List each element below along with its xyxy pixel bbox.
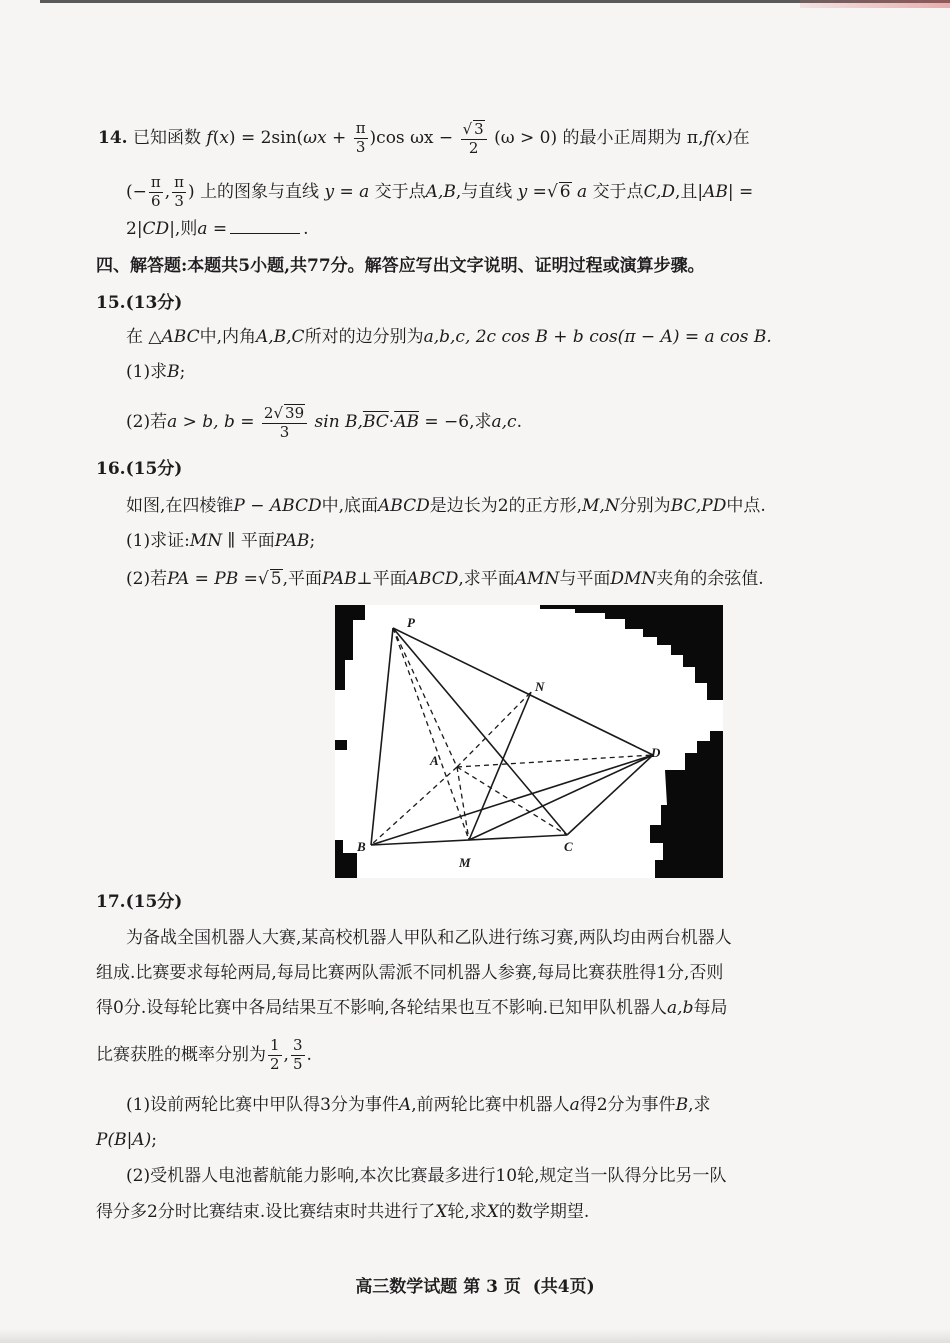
footer-total-pages: (共4页) xyxy=(532,1277,595,1297)
q14-a: a xyxy=(577,181,588,202)
q17-robots-ab: a,b xyxy=(667,998,694,1018)
q17-header: 17.(15分) xyxy=(96,892,183,912)
q16-text-e: 中点. xyxy=(726,496,766,516)
q14-f: f xyxy=(206,127,213,148)
q17-p2-text-a: 得分多2分时比赛结束.设比赛结束时共进行了 xyxy=(96,1202,436,1222)
q14-equals: = xyxy=(212,219,228,239)
q17-p1-end: ; xyxy=(151,1130,157,1150)
q15-p2-ac: a,c xyxy=(491,411,517,432)
q14-interval-open: (− xyxy=(126,181,147,202)
q14-text-3a: 2| xyxy=(126,219,143,239)
q16-p2-ABCD: ABCD xyxy=(406,569,459,589)
q15-equation: , 2c cos B + b cos(π − A) = a cos B. xyxy=(464,327,772,347)
q16-pyramid: P − ABCD xyxy=(233,496,322,516)
q15-frac-2sqrt39-3: $\frac{2√ 39}{3}$ xyxy=(262,404,307,441)
q16-text-a: 如图,在四棱锥 xyxy=(126,496,234,516)
q15-header: 15.(13分) xyxy=(96,293,183,313)
q15-sinB: sin B, xyxy=(314,411,363,432)
q14-frac-pi-6: $\frac{\pi}{6}$ xyxy=(150,173,161,210)
q17-var-X-2: X xyxy=(486,1202,499,1222)
pyramid-figure xyxy=(335,605,723,878)
q17-p1-text-b: ,前两轮比赛中机器人 xyxy=(411,1095,570,1115)
q15-ABC: ABC xyxy=(161,327,200,347)
q17-p2-text-c: 的数学期望. xyxy=(498,1202,590,1222)
q14-line-3 xyxy=(126,221,309,238)
q17-p2-text-b: 轮,求 xyxy=(447,1202,487,1222)
q17-event-B: B xyxy=(675,1095,689,1115)
q14-line-1: 14. 已知函数 f(x) = 2sin(ωx + $\frac{\pi}{3}$ )cos ωx − $\frac{√ 3}{2}$ (ω > 0) 的最小正周期为 π,f(x)在 xyxy=(98,119,750,157)
q16-p2-text: (2)若 xyxy=(126,569,168,589)
q16-p2-b: ,平面 xyxy=(282,569,322,589)
q16-MN: M,N xyxy=(582,496,620,516)
q14-period: . xyxy=(303,219,309,239)
q15-vector-BC: $\overline{BC}$ xyxy=(362,411,389,432)
q17-line-2: 组成.比赛要求每轮两局,每局比赛两队需派不同机器人参赛,每局比赛获胜得1分,否则 xyxy=(96,963,724,983)
q17-frac-3-5: $\frac{3}{5}$ xyxy=(292,1036,303,1073)
q15-text-a: 在 △ xyxy=(126,327,162,347)
section-4-heading: 四、解答题:本题共5小题,共77分。解答应写出文字说明、证明过程或演算步骤。 xyxy=(96,256,705,276)
q15-part-2 xyxy=(126,404,522,441)
q14-line-y: y = xyxy=(517,181,547,202)
label-P: P xyxy=(407,615,415,630)
q15-part-1 xyxy=(126,364,185,381)
q16-ABCD: ABCD xyxy=(378,496,430,516)
q16-BCPD: BC,PD xyxy=(670,496,727,516)
q15-stem xyxy=(126,329,772,346)
q14-points-AB: A,B xyxy=(425,181,456,202)
scan-artifact-left-mid xyxy=(335,740,347,750)
label-M: M xyxy=(459,855,471,870)
q17-robot-a: a xyxy=(569,1095,580,1115)
q17-frac-1-2: $\frac{1}{2}$ xyxy=(270,1036,280,1073)
q15-p1-text: (1)求 xyxy=(126,362,168,382)
q14-text-2b: 交于点 xyxy=(374,181,426,202)
q17-line-4 xyxy=(96,1038,312,1073)
q16-header: 16.(15分) xyxy=(96,459,183,479)
q14-text-2a: 上的图象与直线 xyxy=(200,181,320,202)
q17-line-3 xyxy=(96,1000,727,1017)
q14-x: x xyxy=(219,127,229,148)
q16-p1-PAB: PAB xyxy=(274,531,310,551)
label-C: C xyxy=(564,839,573,854)
q17-p1-text-d: ,求 xyxy=(688,1095,711,1115)
q16-p2-PAB: PAB xyxy=(321,569,357,589)
q15-p2-cond: a > b, b = xyxy=(167,411,255,432)
q16-part-1 xyxy=(126,533,315,550)
q15-p1-end: ; xyxy=(179,362,186,382)
q16-p2-DMN: DMN xyxy=(610,569,657,589)
q14-omega-cond: (ω > 0) xyxy=(494,127,558,148)
q16-text-d: 分别为 xyxy=(619,496,671,516)
q14-number: 14. xyxy=(98,127,128,148)
q14-omega: ωx + xyxy=(303,127,347,148)
q14-frac-pi-3: $\frac{\pi}{3}$ xyxy=(355,119,366,156)
q17-p1-text-c: 得2分为事件 xyxy=(579,1095,676,1115)
footer-title: 高三数学试题 xyxy=(355,1277,458,1297)
q15-vector-AB: $\overline{AB}$ xyxy=(394,411,419,432)
q15-text-c: 所对的边分别为 xyxy=(304,327,424,347)
q14-text-2c: ,与直线 xyxy=(455,181,513,202)
q14-zai: 在 xyxy=(732,127,750,148)
q16-stem xyxy=(126,498,766,515)
q15-p2-eq: = −6,求 xyxy=(424,411,492,432)
q17-part-1-line-1 xyxy=(126,1097,710,1114)
q16-part-2: (2)若PA = PB =√ 5,平面PAB⊥平面ABCD,求平面AMN与平面DMN夹角的余弦值. xyxy=(126,569,764,589)
q15-p1-B: B xyxy=(167,362,180,382)
q17-part-2-line-1: (2)受机器人电池蓄航能力影响,本次比赛最多进行10轮,规定当一队得分比另一队 xyxy=(126,1166,727,1186)
q16-p1-text: (1)求证: xyxy=(126,531,190,551)
q17-conditional-prob: P(B|A) xyxy=(96,1130,152,1150)
q14-text: 已知函数 xyxy=(132,127,201,148)
q15-p2-end: . xyxy=(516,411,522,432)
q14-line-2: (− $\frac{\pi}{6}$ , $\frac{\pi}{3}$ ) 上的图象与直线 y = a 交于点A,B,与直线 y =√ 6 a 交于点C,D,且|AB| = xyxy=(126,173,754,210)
q14-text-2d: 交于点 xyxy=(592,181,644,202)
q17-text-4-end: . xyxy=(306,1044,312,1065)
q16-p2-d: ,求平面 xyxy=(458,569,515,589)
q14-sqrt6: 6 xyxy=(559,181,571,202)
scan-artifact-bottom-left xyxy=(335,853,357,878)
q14-text-3b: |,则 xyxy=(169,219,198,239)
bottom-scan-shadow xyxy=(0,1329,950,1343)
q16-p2-eq: PA = PB = xyxy=(167,569,258,589)
q16-p2-f: 夹角的余弦值. xyxy=(656,569,764,589)
footer-page-number: 第 3 页 xyxy=(463,1277,521,1297)
q16-p2-perp: ⊥平面 xyxy=(356,569,407,589)
q14-frac-pi-3b: $\frac{\pi}{3}$ xyxy=(174,173,185,210)
q15-sides: a,b,c xyxy=(423,327,465,347)
q17-comma: , xyxy=(283,1044,289,1065)
label-B: B xyxy=(357,839,366,854)
q14-text-2f: | = xyxy=(727,181,754,202)
top-right-stamp-mark xyxy=(800,0,950,8)
q17-part-2-line-2 xyxy=(96,1204,589,1221)
page-footer xyxy=(0,1272,950,1297)
q15-angles: A,B,C xyxy=(255,327,305,347)
q14-eq: ) = 2sin( xyxy=(228,127,304,148)
q15-text-b: 中,内角 xyxy=(199,327,256,347)
label-N: N xyxy=(535,679,545,694)
q16-text-c: 是边长为2的正方形, xyxy=(429,496,582,516)
q17-event-A: A xyxy=(398,1095,412,1115)
q17-line-1: 为备战全国机器人大赛,某高校机器人甲队和乙队进行练习赛,两队均由两台机器人 xyxy=(126,928,732,948)
label-A: A xyxy=(430,753,439,768)
q14-answer-blank[interactable] xyxy=(230,233,300,234)
q16-text-b: 中,底面 xyxy=(321,496,379,516)
q14-AB: AB xyxy=(703,181,728,202)
q17-text-3a: 得0分.设每轮比赛中各局结果互不影响,各轮结果也互不影响.已知甲队机器人 xyxy=(96,998,668,1018)
q16-p2-AMN: AMN xyxy=(514,569,560,589)
q15-p2-text: (2)若 xyxy=(126,411,168,432)
q14-period-text: 的最小正周期为 π, xyxy=(562,127,704,148)
q17-p1-text-a: (1)设前两轮比赛中甲队得3分为事件 xyxy=(126,1095,399,1115)
q14-text-2e: ,且| xyxy=(675,181,704,202)
q14-frac-sqrt3-2: $\frac{√ 3}{2}$ xyxy=(461,120,487,157)
q14-CD: CD xyxy=(142,219,170,239)
label-D: D xyxy=(651,745,661,760)
q14-line-y-a: y = a xyxy=(324,181,370,202)
q17-var-X: X xyxy=(435,1202,448,1222)
q15-dot: · xyxy=(388,411,395,432)
q16-p1-MN: MN xyxy=(189,531,223,551)
q17-text-3b: 每局 xyxy=(693,998,728,1018)
q14-a-answer: a xyxy=(197,219,208,239)
q16-p2-e: 与平面 xyxy=(559,569,611,589)
q17-part-1-line-2 xyxy=(96,1132,157,1149)
q14-fx: f(x) xyxy=(703,127,733,148)
q14-cos: )cos ωx − xyxy=(369,127,454,148)
q16-p1-parallel: ∥ 平面 xyxy=(227,531,275,551)
q16-sqrt5: 5 xyxy=(270,569,282,589)
q14-points-CD: C,D xyxy=(643,181,675,202)
q17-text-4a: 比赛获胜的概率分别为 xyxy=(96,1044,266,1065)
q16-p1-end: ; xyxy=(309,531,316,551)
